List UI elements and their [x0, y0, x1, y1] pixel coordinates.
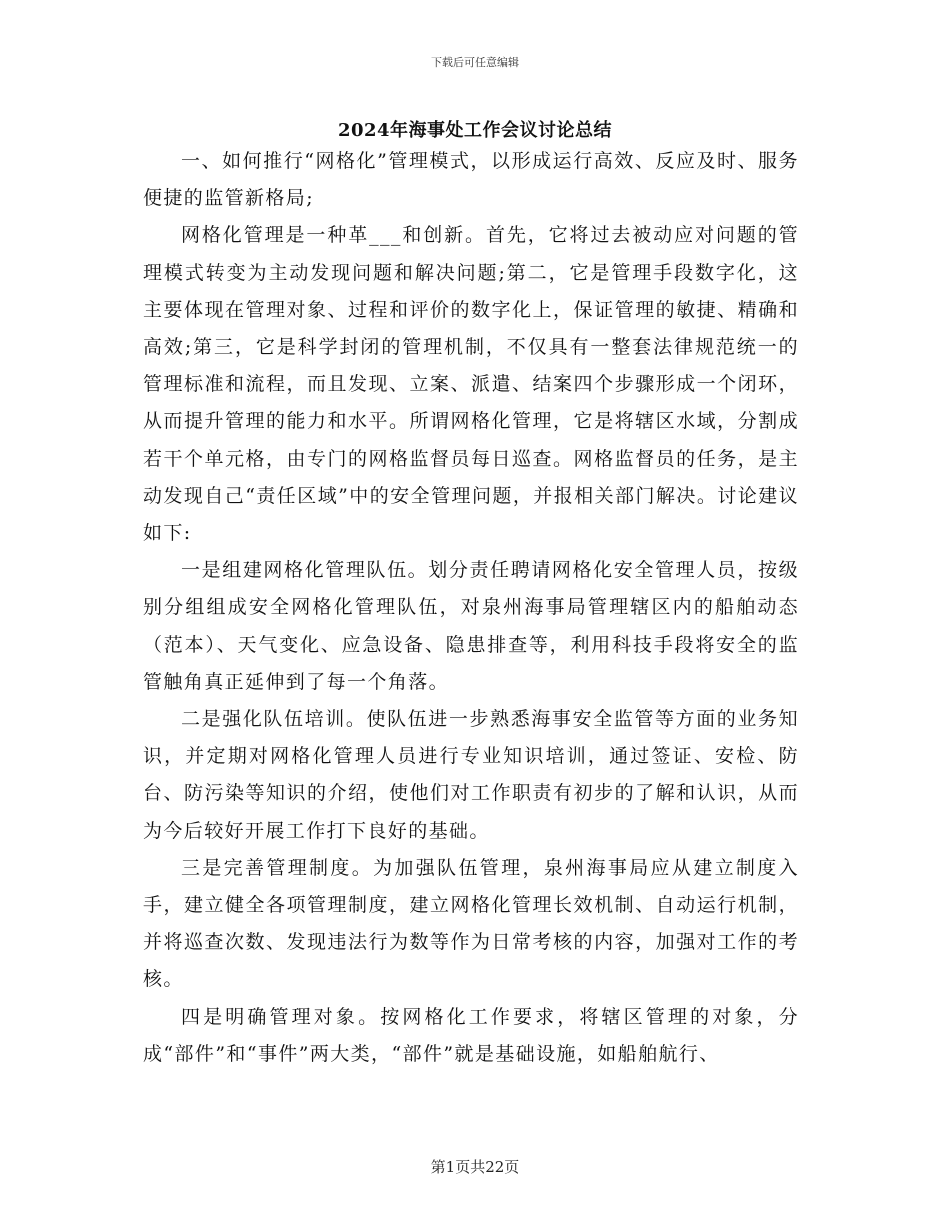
paragraph-6: 四是明确管理对象。按网格化工作要求，将辖区管理的对象，分成“部件”和“事件”两大类，“部件”就是基础设施，如船舶航行、 [143, 1005, 799, 1065]
paragraph-4: 二是强化队伍培训。使队伍进一步熟悉海事安全监管等方面的业务知识，并定期对网格化管理人员进行专业知识培训，通过签证、安检、防台、防污染等知识的介绍，使他们对工作职责有初步的了解和认识，从而为今后较好开展工作打下良好的基础。 [143, 708, 799, 842]
page-header-note: 下载后可任意编辑 [431, 56, 519, 69]
paragraph-5: 三是完善管理制度。为加强队伍管理，泉州海事局应从建立制度入手，建立健全各项管理制度，建立网格化管理长效机制、自动运行机制，并将巡查次数、发现违法行为数等作为日常考核的内容，加强对工作的考核。 [143, 856, 799, 991]
paragraph-2: 网格化管理是一种革___和创新。首先，它将过去被动应对问题的管理模式转变为主动发现问题和解决问题;第二，它是管理手段数字化，这主要体现在管理对象、过程和评价的数字化上，保证管理的敏捷、精确和高效;第三，它是科学封闭的管理机制，不仅具有一整套法律规范统一的管理标准和流程，而且发现、立案、派遣、结案四个步骤形成一个闭环，从而提升管理的能力和水平。所谓网格化管理，它是将辖区水域，分割成若干个单元格，由专门的网格监督员每日巡查。网格监督员的任务，是主动发现自己“责任区域”中的安全管理问题，并报相关部门解决。讨论建议如下: [143, 224, 799, 545]
paragraph-3: 一是组建网格化管理队伍。划分责任聘请网格化安全管理人员，按级别分组组成安全网格化管理队伍，对泉州海事局管理辖区内的船舶动态（范本）、天气变化、应急设备、隐患排查等，利用科技手段将安全的监管触角真正延伸到了每一个角落。 [143, 559, 799, 693]
document-title: 2024年海事处工作会议讨论总结 [337, 120, 613, 141]
paragraph-1: 一、如何推行“网格化”管理模式，以形成运行高效、反应及时、服务便捷的监管新格局; [143, 150, 799, 210]
page-number: 第1页共22页 [430, 1158, 520, 1176]
document-body [143, 143, 799, 1073]
